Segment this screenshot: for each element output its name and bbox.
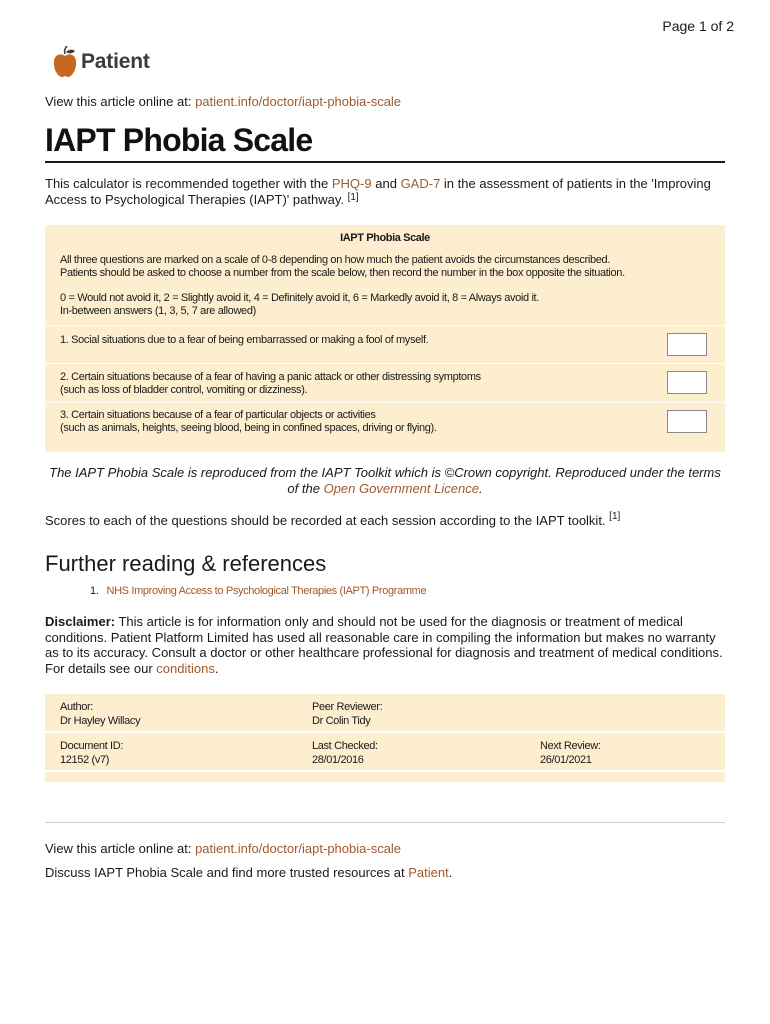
scores-text: Scores to each of the questions should be recorded at each session according to the IAPT toolkit. <box>45 513 606 528</box>
further-reading-heading: Further reading & references <box>45 551 327 576</box>
calculator-title: IAPT Phobia Scale <box>340 232 430 244</box>
notice-text: The IAPT Phobia Scale is reproduced from the IAPT Toolkit which is ©Crown copyright. Reproduced under the terms of the <box>49 465 721 496</box>
next-review-cell <box>540 739 601 767</box>
footer-divider <box>45 822 725 823</box>
view-online-top <box>45 94 401 109</box>
patient-site-link[interactable]: Patient <box>408 865 449 880</box>
question-text <box>60 409 437 435</box>
phq9-link[interactable]: PHQ-9 <box>331 176 372 191</box>
divider <box>45 770 725 772</box>
question-line: 2. Certain situations because of a fear of having a panic attack or other distressing symptoms <box>60 371 481 383</box>
reference-list <box>90 585 426 597</box>
document-id-value: 12152 (v7) <box>60 754 110 766</box>
document-id-cell <box>60 739 123 767</box>
question-line: 3. Certain situations because of a fear of particular objects or activities <box>60 409 376 421</box>
discuss-text: Discuss IAPT Phobia Scale and find more trusted resources at <box>45 865 405 880</box>
reference-marker[interactable]: [1] <box>347 192 359 203</box>
nhs-iapt-link[interactable]: NHS Improving Access to Psychological Therapies (IAPT) Programme <box>106 585 427 597</box>
scale-line: In-between answers (1, 3, 5, 7 are allowed) <box>60 305 256 317</box>
discuss-line <box>45 865 452 880</box>
last-checked-label: Last Checked: <box>312 740 378 752</box>
intro-paragraph <box>45 176 725 208</box>
disclaimer-label: Disclaimer: <box>45 614 116 629</box>
description-line: Patients should be asked to choose a number from the scale below, then record the number in the box opposite the situation. <box>60 267 625 279</box>
question-text <box>60 334 428 347</box>
author-cell <box>60 700 140 728</box>
view-online-prefix: View this article online at: <box>45 841 192 856</box>
question-row <box>45 402 725 440</box>
next-review-label: Next Review: <box>540 740 601 752</box>
disclaimer <box>45 614 725 676</box>
question-2-input[interactable] <box>667 371 707 394</box>
question-row <box>45 363 725 401</box>
copyright-notice <box>45 465 725 497</box>
calculator-description <box>60 254 710 280</box>
apple-logo-icon <box>53 46 77 78</box>
question-row <box>45 325 725 362</box>
reference-marker[interactable]: [1] <box>609 511 621 522</box>
view-online-bottom <box>45 841 401 856</box>
patient-logo[interactable] <box>53 46 150 78</box>
gad7-link[interactable]: GAD-7 <box>400 176 441 191</box>
article-link-top[interactable]: patient.info/doctor/iapt-phobia-scale <box>195 94 402 109</box>
reviewer-cell <box>312 700 382 728</box>
page-title: IAPT Phobia Scale <box>45 122 725 163</box>
author-label: Author: <box>60 701 94 713</box>
question-1-input[interactable] <box>667 333 707 356</box>
disclaimer-end: . <box>214 660 219 676</box>
disclaimer-text: This article is for information only and should not be used for the diagnosis or treatment of medical conditions. Patient Platform Limited has used all reasonable care in compiling the information but makes no warranty as to its accuracy. Consult a doctor or other healthcare professional for diagnosis and treatment of medical conditions. For details see our <box>45 614 723 676</box>
question-line: 1. Social situations due to a fear of being embarrassed or making a fool of myself. <box>60 334 429 346</box>
scores-paragraph <box>45 513 620 528</box>
question-line: (such as animals, heights, seeing blood, being in confined spaces, driving or flying). <box>60 422 437 434</box>
divider <box>45 731 725 733</box>
scale-line: 0 = Would not avoid it, 2 = Slightly avoid it, 4 = Definitely avoid it, 6 = Markedly avoid it, 8 = Always avoid it. <box>60 292 539 304</box>
phobia-scale-calculator <box>45 225 725 452</box>
question-text <box>60 371 481 397</box>
question-3-input[interactable] <box>667 410 707 433</box>
question-line: (such as loss of bladder control, vomiting or dizziness). <box>60 384 308 396</box>
document-info <box>45 694 725 782</box>
list-item <box>90 585 426 597</box>
list-number: 1. <box>90 585 99 597</box>
view-online-prefix: View this article online at: <box>45 94 192 109</box>
description-line: All three questions are marked on a scale of 0-8 depending on how much the patient avoids the circumstances described. <box>60 254 610 266</box>
page-number: Page 1 of 2 <box>662 18 734 34</box>
last-checked-value: 28/01/2016 <box>312 754 364 766</box>
last-checked-cell <box>312 739 378 767</box>
logo-text: Patient <box>81 50 150 73</box>
document-id-label: Document ID: <box>60 740 124 752</box>
open-government-licence-link[interactable]: Open Government Licence <box>323 481 479 496</box>
next-review-value: 26/01/2021 <box>540 754 592 766</box>
intro-text-end: in the assessment of patients in the 'Improving Access to Psychological Therapies (IAPT)' pathway. <box>45 176 711 207</box>
discuss-end: . <box>448 865 453 880</box>
article-link-bottom[interactable]: patient.info/doctor/iapt-phobia-scale <box>195 841 402 856</box>
intro-text-start: This calculator is recommended together with the <box>45 176 329 191</box>
notice-end: . <box>478 481 483 496</box>
reviewer-label: Peer Reviewer: <box>312 701 383 713</box>
author-value: Dr Hayley Willacy <box>60 715 141 727</box>
scale-legend <box>60 292 710 318</box>
intro-and: and <box>375 176 397 191</box>
conditions-link[interactable]: conditions <box>156 660 215 676</box>
reviewer-value: Dr Colin Tidy <box>312 715 371 727</box>
